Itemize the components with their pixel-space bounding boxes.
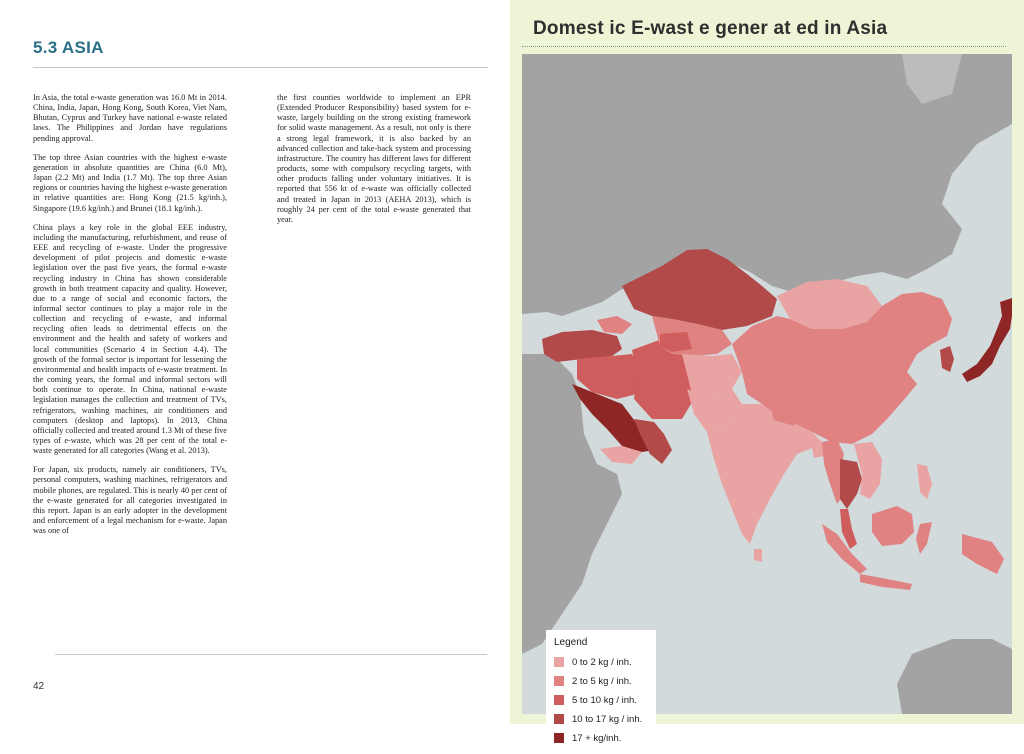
map-svg <box>522 54 1012 714</box>
paragraph: For Japan, six products, namely air conditioners, TVs, personal computers, washing machines, refrigerators and mobile phones, are regulated. This is nearly 40 per cent of the e-waste generated for all categories investigated in this report. Japan is an early adopter in the development and enforcement of a legal mechanism for e-waste. Japan was one of <box>33 465 227 536</box>
title-divider <box>522 46 1006 47</box>
map-legend <box>546 630 656 754</box>
paragraph: In Asia, the total e-waste generation was 16.0 Mt in 2014. China, India, Japan, Hong Kong, South Korea, Viet Nam, Bhutan, Cyprus and Turkey have national e-waste related laws. The Philippines and Jordan have regulations pending approval. <box>33 93 227 143</box>
legend-swatch <box>554 657 564 667</box>
right-page <box>510 0 1024 744</box>
legend-item <box>554 656 632 668</box>
legend-label: 2 to 5 kg / inh. <box>572 675 632 687</box>
asia-map <box>522 54 1012 744</box>
legend-label: 5 to 10 kg / inh. <box>572 694 637 706</box>
page-number: 42 <box>33 681 45 692</box>
paragraph: the first counties worldwide to implement an EPR (Extended Producer Responsibility) based system for e-waste, largely building on the strong existing framework for solid waste management. As a result, not only is there a strong legal framework, it is also backed by an advanced collection and take-back system and processing infrastructure. The country has different laws for different products, some with compulsory recycling targets, with other products falling under voluntary initiatives. It is reported that 556 kt of e-waste was officially collected and treated in Japan in 2013 (AEHA 2013), which is roughly 24 per cent of the total e-waste generated that year. <box>277 93 471 224</box>
legend-label: 17 + kg/inh. <box>572 732 622 744</box>
legend-title: Legend <box>554 637 588 648</box>
legend-swatch <box>554 733 564 743</box>
bottom-divider <box>55 654 487 655</box>
paragraph: China plays a key role in the global EEE industry, including the manufacturing, refurbishment, and reuse of EEE and recycling of e-waste. Under the progressive development of pilot projects and domestic e-waste legislation over the past five years, the formal e-waste recycling industry in China has shown considerable growth in both treatment capacity and quality. However, due to a range of social and economic factors, the informal sector continues to play a major role in the collection and recycling of e-waste, and informal recycling often leads to detrimental effects on the environment and the health and safety of workers and local communities (Scenario 4 in Section 4.4). The growth of the formal sector is important for lessening the environmental and health impacts of e-waste treatment. In the coming years, the formal and informal sectors will both continue to operate. In China, national e-waste legislation manages the collection and treatment of TVs, refrigerators, washing machines, air conditioners and computers (desktop and laptops). In 2013, China officially collected and treated around 1.3 Mt of these five types of e-waste, which was 28 per cent of the total e-waste generated for all categories (Wang et al. 2013). <box>33 222 227 456</box>
text-column-left <box>33 93 227 545</box>
paragraph: The top three Asian countries with the highest e-waste generation in absolute quantities are China (6.0 Mt), Japan (2.2 Mt) and India (1.7 Mt). The top three Asian regions or countries having the highest e-waste generation in relative quantities are: Hong Kong (21.5 kg/inh.), Singapore (19.6 kg/inh.) and Brunei (18.1 kg/inh.). <box>33 152 227 213</box>
legend-item <box>554 675 632 687</box>
sri-lanka <box>754 549 762 562</box>
legend-label: 10 to 17 kg / inh. <box>572 713 643 725</box>
legend-swatch <box>554 714 564 724</box>
top-divider <box>33 67 488 68</box>
legend-swatch <box>554 676 564 686</box>
text-column-right <box>277 93 471 234</box>
legend-item <box>554 732 621 744</box>
map-title: Domest ic E-wast e gener at ed in Asia <box>533 18 888 39</box>
legend-item <box>554 713 642 725</box>
left-page <box>0 0 510 724</box>
legend-swatch <box>554 695 564 705</box>
legend-label: 0 to 2 kg / inh. <box>572 656 632 668</box>
legend-item <box>554 694 637 706</box>
section-title: 5.3 ASIA <box>33 38 104 57</box>
